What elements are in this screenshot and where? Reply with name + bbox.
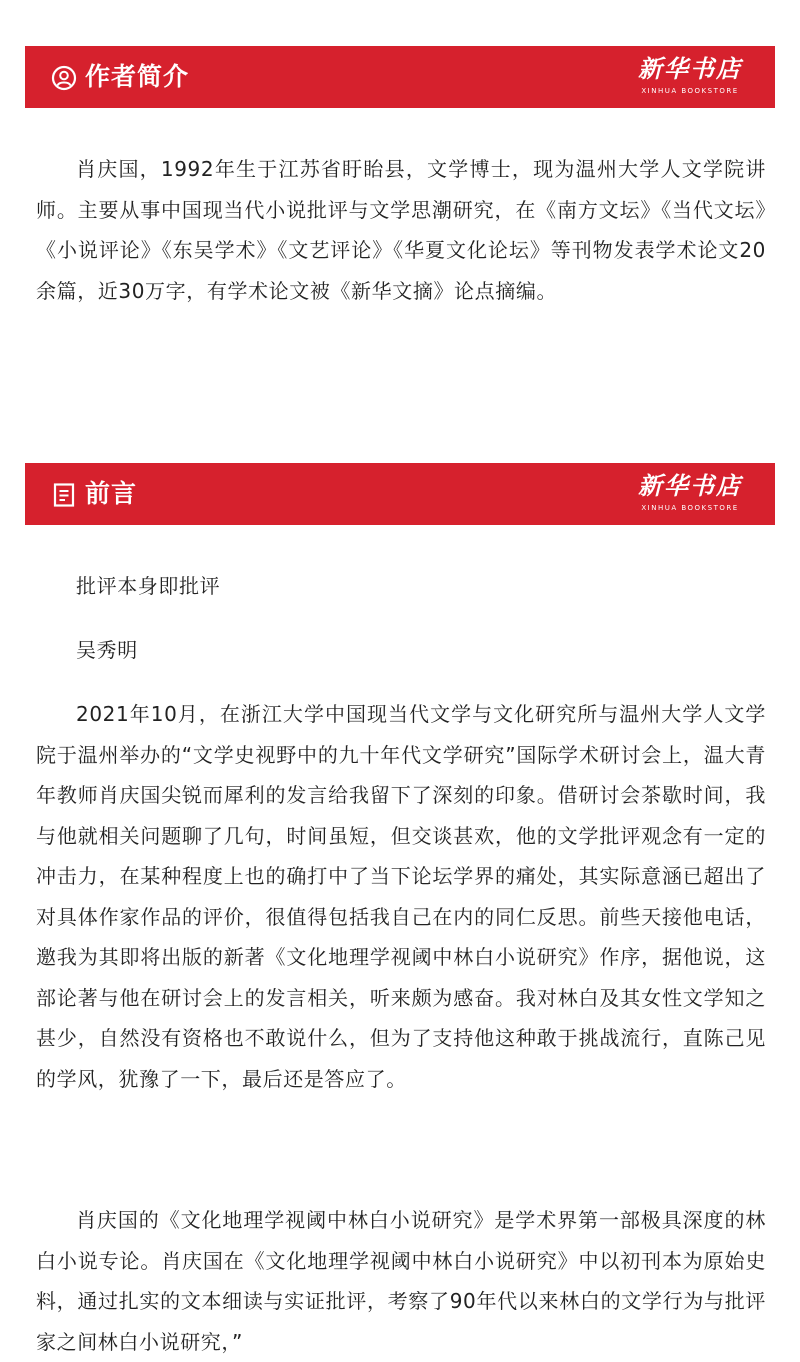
xinhua-bookstore-logo: [635, 471, 745, 513]
preface-section-banner: [25, 463, 775, 525]
section-title-author: 作者简介: [85, 62, 190, 91]
preface-author: 吴秀明: [76, 638, 138, 662]
preface-heading: 批评本身即批评: [76, 574, 221, 598]
document-icon: [51, 482, 77, 508]
xinhua-bookstore-logo: [635, 54, 745, 96]
user-circle-icon: [51, 65, 77, 91]
logo-text-cn: 新华书店: [638, 54, 742, 83]
logo-text-en: XINHUA BOOKSTORE: [641, 504, 739, 512]
preface-paragraph-1: 2021年10月，在浙江大学中国现当代文学与文化研究所与温州大学人文学院于温州举办的“文学史视野中的九十年代文学研究”国际学术研讨会上，温大青年教师肖庆国尖锐而犀利的发言给我留下了深刻的印象。借研讨会茶歇时间，我与他就相关问题聊了几句，时间虽短，但交谈甚欢，他的文学批评观念有一定的冲击力，在某种程度上也的确打中了当下论坛学界的痛处，其实际意涵已超出了对具体作家作品的评价，很值得包括我自己在内的同仁反思。前些天接他电话，邀我为其即将出版的新著《文化地理学视阈中林白小说研究》作序，据他说，这部论著与他在研讨会上的发言相关，听来颇为感奋。我对林白及其女性文学知之甚少，自然没有资格也不敢说什么，但为了支持他这种敢于挑战流行，直陈己见的学风，犹豫了一下，最后还是答应了。: [36, 702, 766, 1091]
logo-text-en: XINHUA BOOKSTORE: [641, 87, 739, 95]
section-title-preface: 前言: [85, 479, 138, 508]
preface-paragraph-2: 肖庆国的《文化地理学视阈中林白小说研究》是学术界第一部极具深度的林白小说专论。肖庆国在《文化地理学视阈中林白小说研究》中以初刊本为原始史料，通过扎实的文本细读与实证批评，考察了90年代以来林白的文学行为与批评家之间林白小说研究，”: [36, 1208, 766, 1354]
author-section-banner: [25, 46, 775, 108]
author-bio-paragraph: 肖庆国，1992年生于江苏省盱眙县，文学博士，现为温州大学人文学院讲师。主要从事中国现当代小说批评与文学思潮研究，在《南方文坛》《当代文坛》《小说评论》《东吴学术》《文艺评论》《华夏文化论坛》等刊物发表学术论文20余篇，近30万字，有学术论文被《新华文摘》论点摘编。: [36, 157, 766, 303]
logo-text-cn: 新华书店: [638, 471, 742, 500]
